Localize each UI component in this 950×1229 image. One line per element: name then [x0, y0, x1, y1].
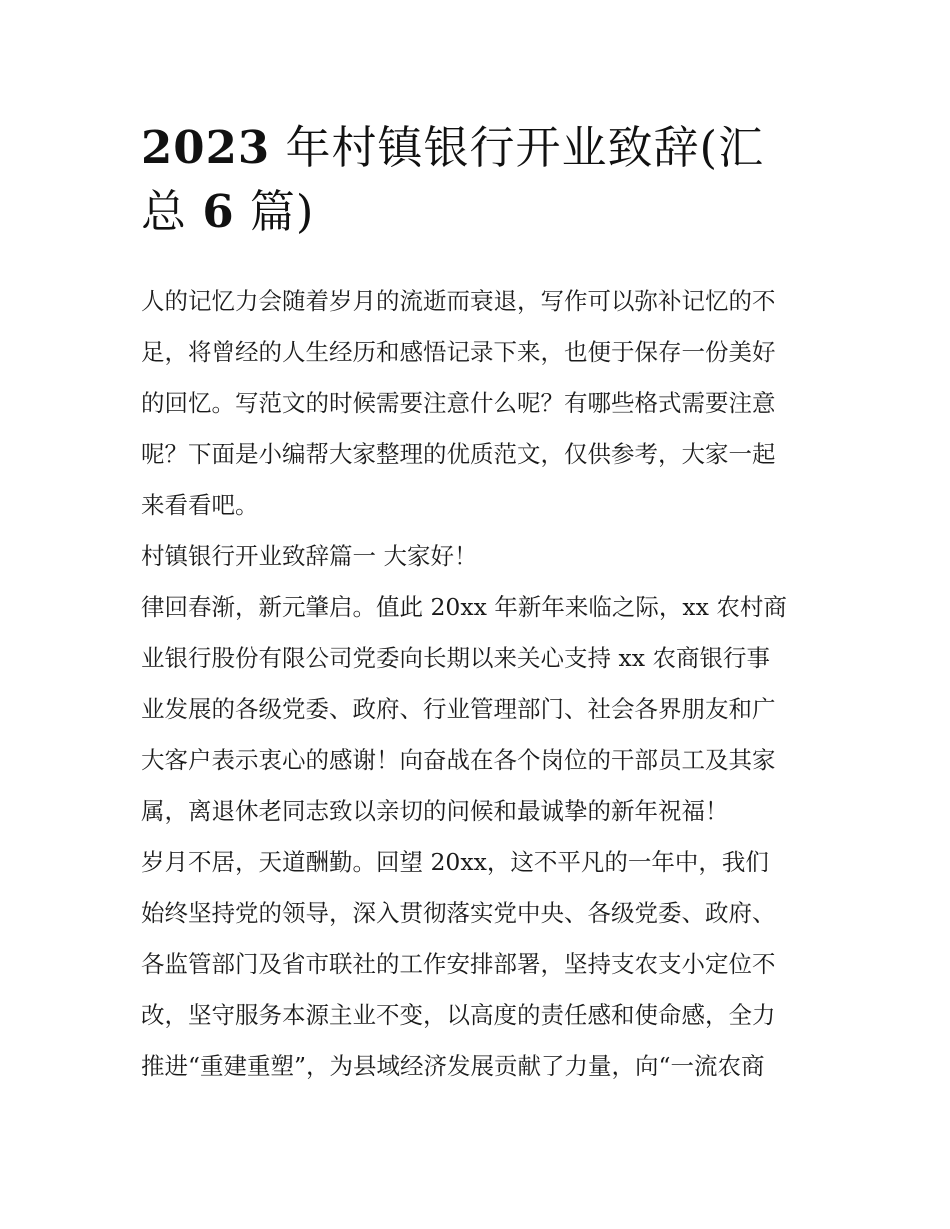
body-line: 大客户表示衷心的感谢！向奋战在各个岗位的干部员工及其家: [141, 746, 776, 774]
title-line-1: [141, 116, 831, 180]
body-line: 呢？下面是小编帮大家整理的优质范文，仅供参考，大家一起: [141, 440, 776, 468]
body-line: 改，坚守服务本源主业不变，以高度的责任感和使命感，全力: [141, 1001, 776, 1029]
document-body: [141, 276, 821, 1092]
body-line: 业发展的各级党委、政府、行业管理部门、社会各界朋友和广: [141, 695, 776, 723]
title-line-2: [141, 180, 831, 244]
body-line: 来看看吧。: [141, 491, 259, 519]
body-line: 属，离退休老同志致以亲切的问候和最诚挚的新年祝福！: [141, 797, 729, 825]
title-text-1: 年村镇银行开业致辞(汇: [270, 121, 765, 174]
body-line: 推进“重建重塑”，为县域经济发展贡献了力量，向“一流农商: [141, 1052, 765, 1080]
body-line: 岁月不居，天道酬勤。回望 20xx，这不平凡的一年中，我们: [141, 848, 769, 876]
body-line: 人的记忆力会随着岁月的流逝而衰退，写作可以弥补记忆的不: [141, 287, 776, 315]
title-year: 2023: [141, 121, 271, 174]
body-line: 律回春渐，新元肇启。值此 20xx 年新年来临之际，xx 农村商: [141, 593, 787, 621]
body-line: 的回忆。写范文的时候需要注意什么呢？有哪些格式需要注意: [141, 389, 776, 417]
section-heading-line: 村镇银行开业致辞篇一 大家好！: [141, 542, 478, 570]
title-count: 6: [202, 185, 235, 238]
body-line: 业银行股份有限公司党委向长期以来关心支持 xx 农商银行事: [141, 644, 770, 672]
body-line: 足，将曾经的人生经历和感悟记录下来，也便于保存一份美好: [141, 338, 776, 366]
body-line: 各监管部门及省市联社的工作安排部署，坚持支农支小定位不: [141, 950, 776, 978]
document-title: [141, 116, 831, 244]
title-text-2: 篇): [234, 185, 315, 238]
body-line: 始终坚持党的领导，深入贯彻落实党中央、各级党委、政府、: [141, 899, 776, 927]
title-prefix-2: 总: [141, 185, 203, 238]
